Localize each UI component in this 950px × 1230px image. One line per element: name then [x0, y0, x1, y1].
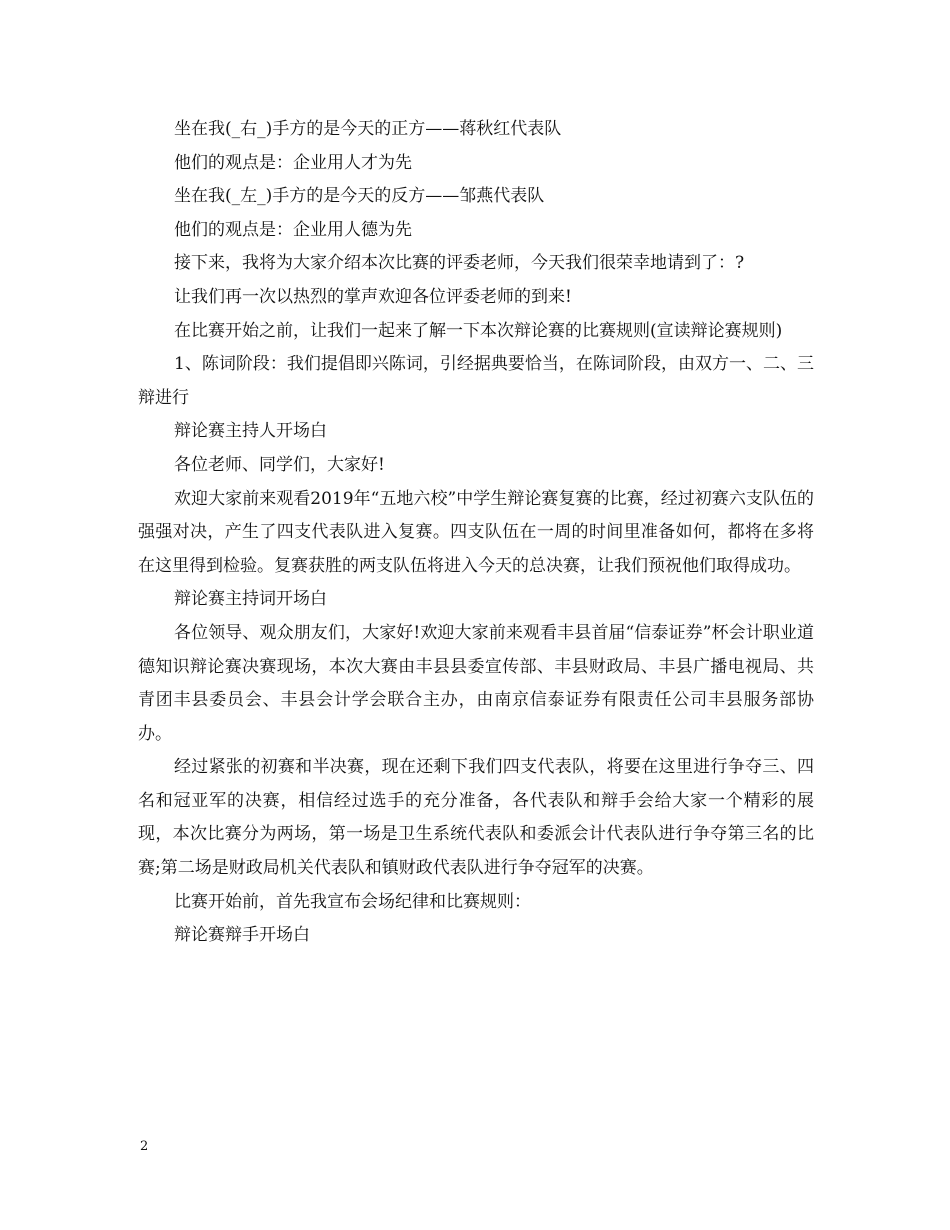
body-text	[138, 113, 814, 953]
page-number: 2	[140, 1139, 149, 1154]
paragraph-8: 1、陈词阶段：我们提倡即兴陈词，引经据典要恰当，在陈词阶段，由双方一、二、三辩进行	[138, 354, 814, 408]
paragraph-1: 坐在我(_右_)手方的是今天的正方——蒋秋红代表队	[174, 119, 562, 139]
paragraph-4: 他们的观点是：企业用人德为先	[174, 219, 412, 240]
paragraph-6: 让我们再一次以热烈的掌声欢迎各位评委老师的到来!	[174, 286, 572, 307]
paragraph-10: 各位老师、同学们，大家好!	[174, 454, 385, 475]
paragraph-13: 各位领导、观众朋友们，大家好!欢迎大家前来观看丰县首届“信泰证券”杯会计职业道德知识辩论赛决赛现场，本次大赛由丰县县委宣传部、丰县财政局、丰县广播电视局、共青团丰县委员会、丰县会计学会联合主办，由南京信泰证券有限责任公司丰县服务部协办。	[138, 622, 814, 744]
paragraph-9: 辩论赛主持人开场白	[174, 421, 327, 442]
paragraph-3: 坐在我(_左_)手方的是今天的反方——邹燕代表队	[174, 186, 545, 207]
paragraph-12: 辩论赛主持词开场白	[174, 589, 327, 610]
paragraph-14: 经过紧张的初赛和半决赛，现在还剩下我们四支代表队，将要在这里进行争夺三、四名和冠亚军的决赛，相信经过选手的充分准备，各代表队和辩手会给大家一个精彩的展现，本次比赛分为两场，第一场是卫生系统代表队和委派会计代表队进行争夺第三名的比赛;第二场是财政局机关代表队和镇财政代表队进行争夺冠军的决赛。	[138, 757, 814, 879]
paragraph-15: 比赛开始前，首先我宣布会场纪律和比赛规则：	[174, 891, 531, 912]
paragraph-11: 欢迎大家前来观看2019年“五地六校”中学生辩论赛复赛的比赛，经过初赛六支队伍的强强对决，产生了四支代表队进入复赛。四支队伍在一周的时间里准备如何，都将在多将在这里得到检验。复赛获胜的两支队伍将进入今天的总决赛，让我们预祝他们取得成功。	[138, 488, 814, 576]
paragraph-16: 辩论赛辩手开场白	[174, 925, 310, 946]
paragraph-5: 接下来，我将为大家介绍本次比赛的评委老师，今天我们很荣幸地请到了：?	[174, 253, 745, 274]
paragraph-7: 在比赛开始之前，让我们一起来了解一下本次辩论赛的比赛规则(宣读辩论赛规则)	[174, 320, 783, 341]
paragraph-2: 他们的观点是：企业用人才为先	[174, 152, 412, 173]
